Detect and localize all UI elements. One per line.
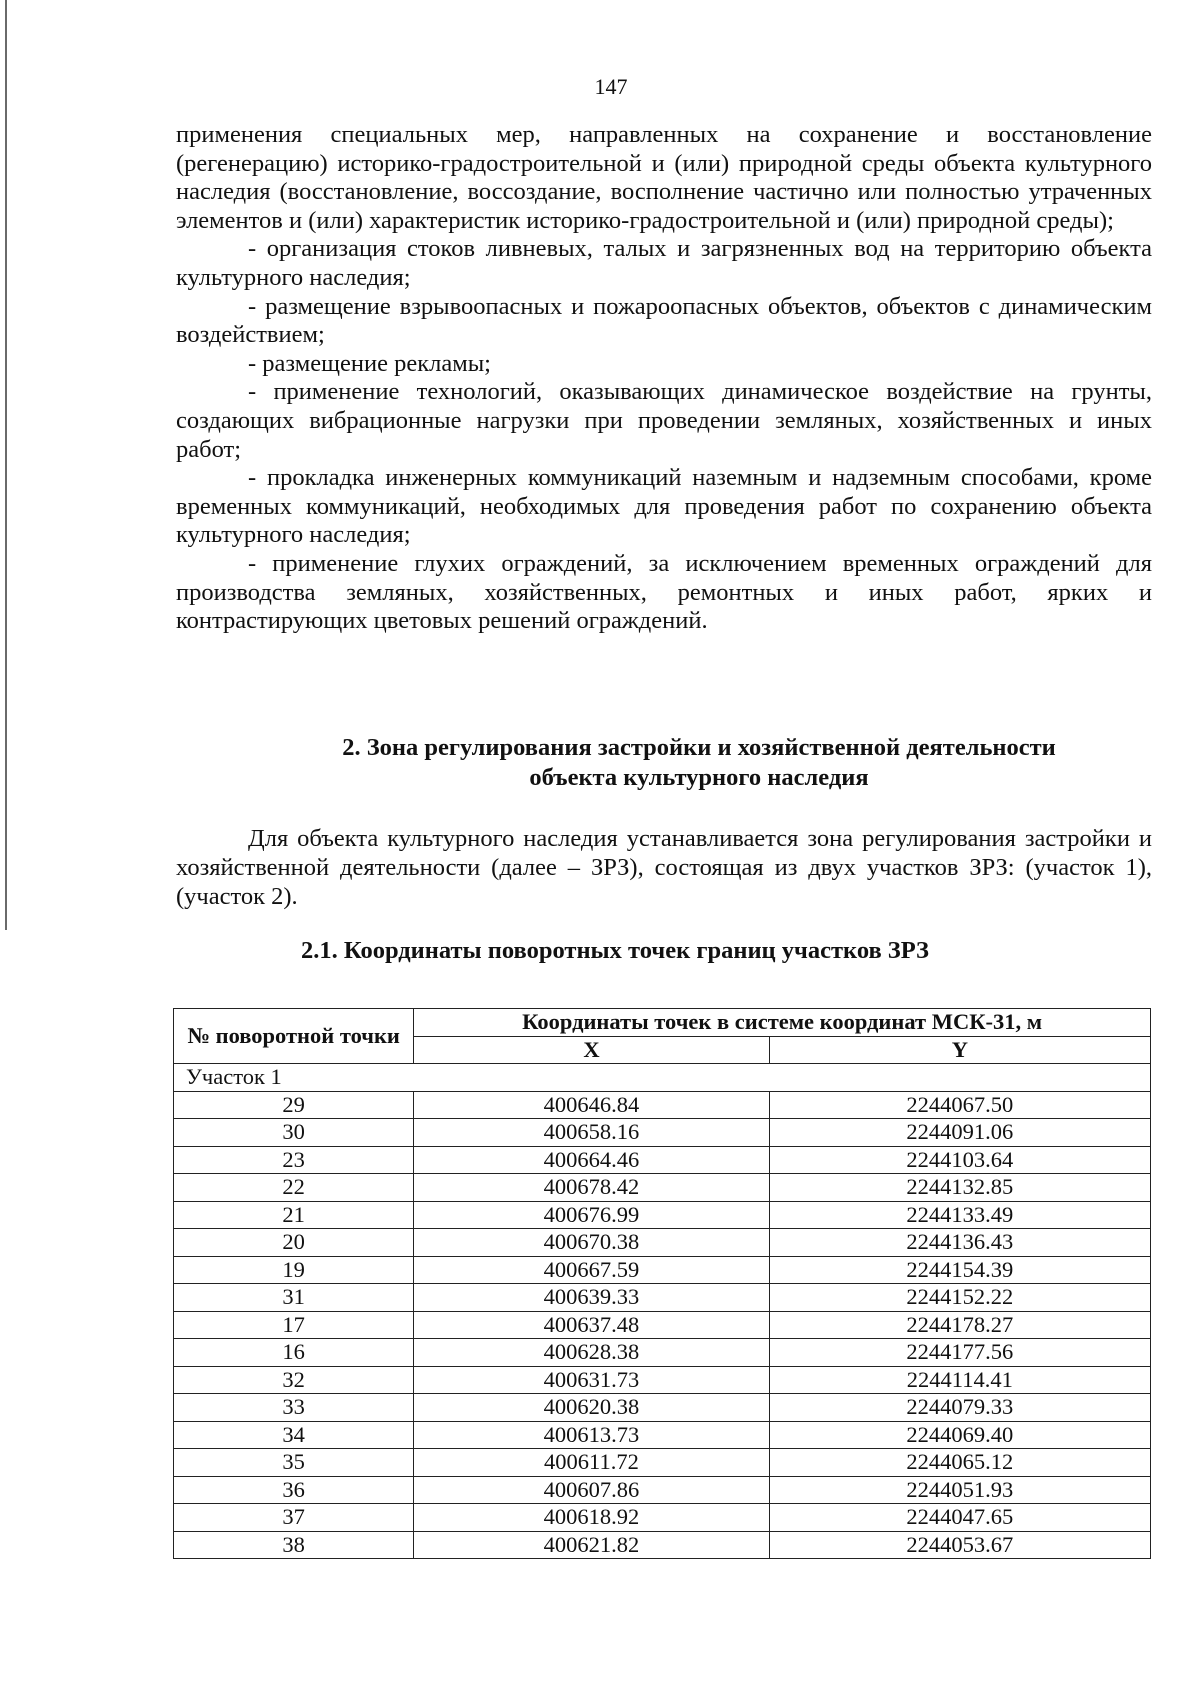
- cell-x: 400620.38: [414, 1394, 769, 1422]
- table-row: [174, 1174, 1151, 1202]
- table-section-row: [174, 1064, 1151, 1092]
- section-label: Участок 1: [174, 1064, 1151, 1092]
- cell-x: 400607.86: [414, 1476, 769, 1504]
- cell-x: 400667.59: [414, 1256, 769, 1284]
- cell-point: 29: [174, 1091, 414, 1119]
- table-title: 2.1. Координаты поворотных точек границ участков ЗРЗ: [301, 937, 929, 964]
- table-row: [174, 1449, 1151, 1477]
- cell-x: 400628.38: [414, 1339, 769, 1367]
- cell-point: 17: [174, 1311, 414, 1339]
- list-item: - размещение рекламы;: [248, 349, 491, 377]
- cell-x: 400618.92: [414, 1504, 769, 1532]
- list-item: - размещение взрывоопасных и пожароопасных объектов, объектов с динамическим воздействием;: [176, 292, 1152, 349]
- table-row: [174, 1229, 1151, 1257]
- body-text: [176, 121, 1152, 636]
- cell-x: 400646.84: [414, 1091, 769, 1119]
- section-heading-line-2: объекта культурного наследия: [529, 764, 869, 791]
- cell-y: 2244065.12: [769, 1449, 1150, 1477]
- section-intro: [176, 824, 1152, 911]
- header-coords-group: Координаты точек в системе координат МСК-31, м: [414, 1009, 1151, 1037]
- cell-point: 31: [174, 1284, 414, 1312]
- cell-x: 400637.48: [414, 1311, 769, 1339]
- cell-y: 2244103.64: [769, 1146, 1150, 1174]
- cell-point: 30: [174, 1119, 414, 1147]
- table-row: [174, 1531, 1151, 1559]
- cell-y: 2244114.41: [769, 1366, 1150, 1394]
- header-x: X: [414, 1036, 769, 1064]
- table-row: [174, 1201, 1151, 1229]
- table-header-row: [174, 1009, 1151, 1037]
- cell-y: 2244069.40: [769, 1421, 1150, 1449]
- list-item: - организация стоков ливневых, талых и загрязненных вод на территорию объекта культурного наследия;: [176, 235, 1152, 291]
- cell-x: 400670.38: [414, 1229, 769, 1257]
- cell-y: 2244154.39: [769, 1256, 1150, 1284]
- cell-x: 400631.73: [414, 1366, 769, 1394]
- cell-point: 37: [174, 1504, 414, 1532]
- cell-x: 400611.72: [414, 1449, 769, 1477]
- coordinates-table: [173, 1008, 1151, 1559]
- table-row: [174, 1366, 1151, 1394]
- cell-x: 400676.99: [414, 1201, 769, 1229]
- cell-y: 2244047.65: [769, 1504, 1150, 1532]
- cell-x: 400678.42: [414, 1174, 769, 1202]
- cell-point: 23: [174, 1146, 414, 1174]
- cell-x: 400658.16: [414, 1119, 769, 1147]
- cell-x: 400639.33: [414, 1284, 769, 1312]
- cell-y: 2244136.43: [769, 1229, 1150, 1257]
- cell-y: 2244133.49: [769, 1201, 1150, 1229]
- table-row: [174, 1476, 1151, 1504]
- table-row: [174, 1119, 1151, 1147]
- paragraph: применения специальных мер, направленных на сохранение и восстановление (регенерацию) историко-градостроительной и (или) природной среды объекта культурного наследия (восстановление, воссоздание, восполнение частично или полностью утраченных элементов и (или) характеристик историко-градостроительной и (или) природной среды);: [176, 121, 1152, 234]
- table-row: [174, 1394, 1151, 1422]
- table-row: [174, 1146, 1151, 1174]
- cell-point: 20: [174, 1229, 414, 1257]
- cell-point: 35: [174, 1449, 414, 1477]
- cell-y: 2244079.33: [769, 1394, 1150, 1422]
- cell-point: 16: [174, 1339, 414, 1367]
- cell-point: 19: [174, 1256, 414, 1284]
- cell-y: 2244177.56: [769, 1339, 1150, 1367]
- table-row: [174, 1311, 1151, 1339]
- header-point-number: № поворотной точки: [174, 1009, 414, 1064]
- cell-point: 36: [174, 1476, 414, 1504]
- cell-point: 21: [174, 1201, 414, 1229]
- cell-point: 22: [174, 1174, 414, 1202]
- list-item: - прокладка инженерных коммуникаций наземным и надземным способами, кроме временных коммуникаций, необходимых для проведения работ по сохранению объекта культурного наследия;: [176, 464, 1152, 549]
- table-row: [174, 1284, 1151, 1312]
- cell-point: 34: [174, 1421, 414, 1449]
- page-number: 147: [594, 74, 628, 99]
- table-row: [174, 1421, 1151, 1449]
- table-row: [174, 1256, 1151, 1284]
- section-heading: [176, 733, 1152, 793]
- list-item: - применение глухих ограждений, за исключением временных ограждений для производства земляных, хозяйственных, ремонтных и иных работ, ярких и контрастирующих цветовых решений ограждений.: [176, 549, 1152, 635]
- header-y: Y: [769, 1036, 1150, 1064]
- cell-y: 2244152.22: [769, 1284, 1150, 1312]
- cell-point: 32: [174, 1366, 414, 1394]
- cell-x: 400664.46: [414, 1146, 769, 1174]
- cell-x: 400613.73: [414, 1421, 769, 1449]
- scan-edge-line: [5, 0, 7, 930]
- intro-paragraph: Для объекта культурного наследия устанавливается зона регулирования застройки и хозяйственной деятельности (далее – ЗРЗ), состоящая из двух участков ЗРЗ: (участок 1), (участок 2).: [176, 825, 1152, 910]
- cell-y: 2244067.50: [769, 1091, 1150, 1119]
- cell-x: 400621.82: [414, 1531, 769, 1559]
- section-heading-line-1: 2. Зона регулирования застройки и хозяйственной деятельности: [342, 734, 1056, 761]
- table-row: [174, 1504, 1151, 1532]
- list-item: - применение технологий, оказывающих динамическое воздействие на грунты, создающих вибрационные нагрузки при проведении земляных, хозяйственных и иных работ;: [176, 378, 1152, 463]
- cell-point: 38: [174, 1531, 414, 1559]
- table-row: [174, 1091, 1151, 1119]
- cell-y: 2244051.93: [769, 1476, 1150, 1504]
- cell-y: 2244053.67: [769, 1531, 1150, 1559]
- cell-point: 33: [174, 1394, 414, 1422]
- cell-y: 2244091.06: [769, 1119, 1150, 1147]
- table-row: [174, 1339, 1151, 1367]
- cell-y: 2244132.85: [769, 1174, 1150, 1202]
- cell-y: 2244178.27: [769, 1311, 1150, 1339]
